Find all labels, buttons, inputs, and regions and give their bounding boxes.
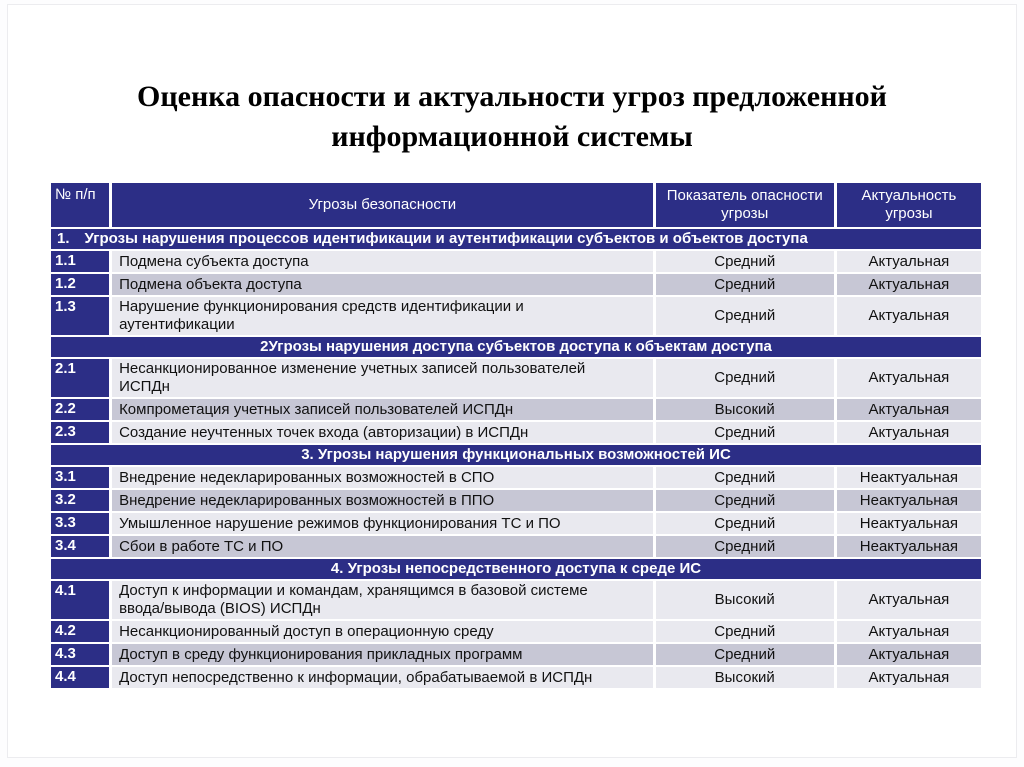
danger-level: Средний [656, 274, 834, 295]
threats-table-header [51, 183, 981, 227]
row-number: 1.1 [51, 251, 109, 272]
threat-text: Умышленное нарушение режимов функционирования ТС и ПО [112, 513, 653, 534]
row-number: 3.4 [51, 536, 109, 557]
threat-text: Доступ непосредственно к информации, обрабатываемой в ИСПДн [112, 667, 653, 688]
row-number: 3.2 [51, 490, 109, 511]
relevance-value: Актуальная [837, 644, 981, 665]
threat-row [51, 399, 981, 420]
threat-text: Нарушение функционирования средств идентификации и аутентификации [112, 297, 653, 335]
danger-level: Высокий [656, 399, 834, 420]
threat-text: Подмена объекта доступа [112, 274, 653, 295]
danger-level: Средний [656, 422, 834, 443]
section-heading: 1. Угрозы нарушения процессов идентификации и аутентификации субъектов и объектов доступа [51, 229, 981, 249]
relevance-value: Актуальная [837, 667, 981, 688]
section-row [51, 559, 981, 579]
row-number: 3.1 [51, 467, 109, 488]
threat-text: Создание неучтенных точек входа (авторизации) в ИСПДн [112, 422, 653, 443]
danger-level: Средний [656, 251, 834, 272]
threat-row [51, 251, 981, 272]
column-header-threats: Угрозы безопасности [112, 183, 653, 227]
relevance-value: Неактуальная [837, 467, 981, 488]
section-heading: 2Угрозы нарушения доступа субъектов доступа к объектам доступа [51, 337, 981, 357]
threat-text: Подмена субъекта доступа [112, 251, 653, 272]
relevance-value: Актуальная [837, 274, 981, 295]
column-header-relevance: Актуальность угрозы [837, 183, 981, 227]
threats-table-body [51, 229, 981, 688]
threat-text: Доступ к информации и командам, хранящимся в базовой системе ввода/вывода (BIOS) ИСПДн [112, 581, 653, 619]
row-number: 4.1 [51, 581, 109, 619]
threats-table [48, 181, 984, 690]
page-title: Оценка опасности и актуальности угроз предложенной информационной системы [137, 80, 887, 153]
row-number: 2.1 [51, 359, 109, 397]
threat-row [51, 274, 981, 295]
threat-row [51, 644, 981, 665]
threat-row [51, 422, 981, 443]
slide-canvas [7, 4, 1017, 758]
relevance-value: Актуальная [837, 399, 981, 420]
row-number: 4.3 [51, 644, 109, 665]
relevance-value: Актуальная [837, 297, 981, 335]
row-number: 4.2 [51, 621, 109, 642]
relevance-value: Неактуальная [837, 536, 981, 557]
threat-text: Несанкционированное изменение учетных записей пользователей ИСПДн [112, 359, 653, 397]
section-row [51, 229, 981, 249]
threat-row [51, 667, 981, 688]
danger-level: Высокий [656, 581, 834, 619]
threat-text: Доступ в среду функционирования прикладных программ [112, 644, 653, 665]
header-row [51, 183, 981, 227]
row-number: 2.2 [51, 399, 109, 420]
column-header-danger: Показатель опасности угрозы [656, 183, 834, 227]
section-row [51, 445, 981, 465]
relevance-value: Неактуальная [837, 490, 981, 511]
danger-level: Средний [656, 490, 834, 511]
danger-level: Средний [656, 297, 834, 335]
relevance-value: Актуальная [837, 621, 981, 642]
column-header-number: № п/п [51, 183, 109, 227]
row-number: 3.3 [51, 513, 109, 534]
relevance-value: Актуальная [837, 422, 981, 443]
threat-text: Внедрение недекларированных возможностей в ППО [112, 490, 653, 511]
danger-level: Средний [656, 621, 834, 642]
row-number: 1.2 [51, 274, 109, 295]
relevance-value: Неактуальная [837, 513, 981, 534]
row-number: 4.4 [51, 667, 109, 688]
threat-row [51, 513, 981, 534]
threat-text: Компрометация учетных записей пользователей ИСПДн [112, 399, 653, 420]
section-heading: 4. Угрозы непосредственного доступа к среде ИС [51, 559, 981, 579]
danger-level: Средний [656, 644, 834, 665]
threat-row [51, 297, 981, 335]
threat-text: Сбои в работе ТС и ПО [112, 536, 653, 557]
threat-row [51, 621, 981, 642]
threat-row [51, 359, 981, 397]
threat-row [51, 490, 981, 511]
threat-row [51, 581, 981, 619]
threat-text: Несанкционированный доступ в операционную среду [112, 621, 653, 642]
relevance-value: Актуальная [837, 359, 981, 397]
section-row [51, 337, 981, 357]
relevance-value: Актуальная [837, 251, 981, 272]
section-heading: 3. Угрозы нарушения функциональных возможностей ИС [51, 445, 981, 465]
danger-level: Высокий [656, 667, 834, 688]
danger-level: Средний [656, 513, 834, 534]
threat-text: Внедрение недекларированных возможностей в СПО [112, 467, 653, 488]
danger-level: Средний [656, 467, 834, 488]
threat-row [51, 536, 981, 557]
row-number: 1.3 [51, 297, 109, 335]
relevance-value: Актуальная [837, 581, 981, 619]
danger-level: Средний [656, 359, 834, 397]
threat-row [51, 467, 981, 488]
row-number: 2.3 [51, 422, 109, 443]
danger-level: Средний [656, 536, 834, 557]
